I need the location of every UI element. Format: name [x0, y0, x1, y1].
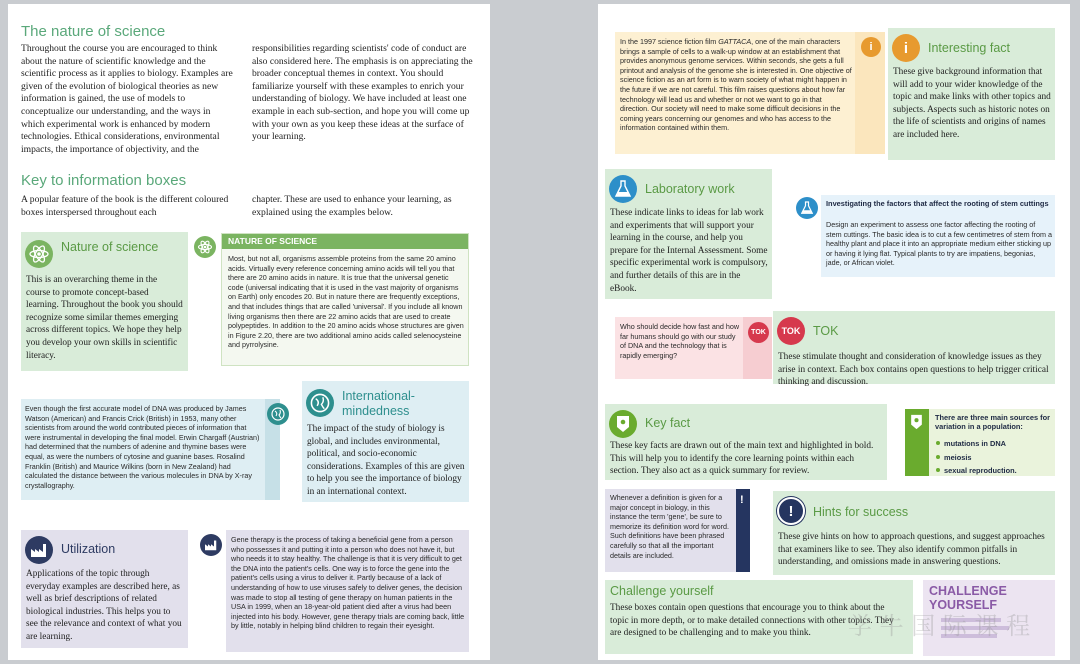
key-fact-icon: [609, 410, 637, 438]
tok-icon: TOK: [777, 317, 805, 345]
international-mindedness-text: The impact of the study of biology is global, and includes environmental, political, and socio-economic considerations. Examples of this are given to help you see the importance of biology in an international context.: [307, 424, 465, 497]
factory-icon: [25, 536, 53, 564]
international-sample-text: Even though the first accurate model of DNA was produced by James Watson (American) and Francis Crick (British) in 1953, many other scientists from around the world contributed pieces of information that were instrumental in developing the final model. Erwin Chargaff (Austrian) had determined that the numbers of adenine and thymine bases were equal, as were the numbers of cytosine and guanine bases. Rosalind Franklin (British) and Maurice Wilkins (born in New Zealand) had calculated the distance between the various molecules in DNA by X-ray crystallography.: [25, 404, 260, 490]
key-fact-sample-item: sexual reproduction.: [935, 464, 1053, 478]
utilization-box: [21, 530, 188, 648]
key-fact-sample-heading: There are three main sources for variation in a population:: [935, 413, 1051, 432]
hints-sample-bar: [736, 489, 750, 572]
factory-icon-small: [200, 534, 222, 556]
nature-of-science-box-title: Nature of science: [61, 240, 159, 254]
left-page: [8, 4, 490, 660]
utilization-sample-box: [226, 530, 469, 652]
flask-icon: [609, 175, 637, 203]
hints-for-success-box: [773, 491, 1055, 575]
flask-icon-small: [796, 197, 818, 219]
key-fact-icon-small: [910, 414, 923, 430]
interesting-fact-sample-box: [615, 32, 855, 154]
key-fact-box: [605, 404, 887, 480]
nature-of-science-heading: The nature of science: [21, 23, 166, 40]
watermark: 学 牛 国 际 课 程: [848, 612, 1031, 640]
laboratory-work-sample-box: [821, 195, 1055, 277]
nature-text-col2: responsibilities regarding scientists' code of conduct are also considered here. The emphasis is on appreciating the broader conceptual themes in context. You should familiarize yourself with these examples to enrich your understanding of biology. We have included at least one example in each sub-section, and hope you will come up with your own as you keep these ideas at the surface of your learning.: [252, 43, 473, 143]
atom-icon-small: [194, 236, 216, 258]
key-fact-title: Key fact: [645, 416, 691, 430]
utilization-text: Applications of the topic through everyday examples are described here, as well as brief descriptions of related biological industries. This helps you to see the relevance and context of what you are learning.: [26, 569, 182, 642]
hints-for-success-text: These give hints on how to approach questions, and suggest approaches that examiners like to see. They also identify common pitfalls in understanding, and omissions made in answering questions.: [778, 532, 1045, 568]
laboratory-work-box: [605, 169, 772, 299]
hints-for-success-title: Hints for success: [813, 505, 909, 519]
exclamation-icon: !: [777, 497, 805, 525]
nature-of-science-sample-text: Most, but not all, organisms assemble proteins from the same 20 amino acids. Virtually every reference concerning amino acids will tell you that there are 20 amino acids in nature. It is true that the universal genetic code (universal indicating that it is used in the vast majority of organisms on Earth) only encodes 20. But in nature there are frequently exceptions, and that includes things that are called 'universal'. If you include all known living organisms then there are 22 amino acids that are used to create polypeptides. In addition to the 20 amino acids whose structures are given in Figure 2.20, there are two additional amino acids called selenocysteine and pyrrolysine.: [228, 254, 464, 350]
international-mindedness-title: International-mindedness: [342, 389, 415, 418]
hints-sample-text: Whenever a definition is given for a major concept in biology, in this instance the term 'gene', be sure to memorize its definition word for word. Such definitions have been phrased carefully so that all the important details are included.: [610, 493, 730, 560]
international-sample-box: [21, 399, 265, 500]
nature-of-science-sample-heading: NATURE OF SCIENCE: [228, 236, 318, 246]
utilization-sample-text: Gene therapy is the process of taking a beneficial gene from a person who possesses it and putting it into a person who does not have it, but who needs it to stay healthy. The challenge is that it is very difficult to get the DNA into the patient's cells. One way is to force the gene into the patient's cells using a virus to deliver it. Partly because of a lack of understanding of how to use viruses safely to deliver genes, the decision was made to stop all testing of gene therapy on human patients in the USA in 1999, when an 18-year-old patient died after a virus had been injected into his body. However, gene therapy trials are coming back, little by little, notably in helping blind children to regain their eyesight.: [231, 535, 465, 631]
laboratory-work-text: These indicate links to ideas for lab work and experiments that will support your learning in the course, and help you prepare for the Internal Assessment. Some specific experimental work is compulsory, and further details of this are in the eBook.: [610, 208, 768, 294]
hints-sample-box: [605, 489, 736, 572]
exclamation-icon-small: !: [740, 494, 744, 506]
challenge-yourself-title: Challenge yourself: [610, 584, 714, 598]
nature-text-col1: Throughout the course you are encouraged to think about the nature of scientific knowledge and the scientific process as it applies to biology. Examples are given of the evolution of biological theories as new information is gained, the use of models to conceptualize our understanding, and the ways in which experimental work is enhanced by modern technologies. Ethical considerations, environmental impacts, the importance of objectivity, and the: [21, 43, 233, 155]
key-fact-sample-item: meiosis: [935, 451, 1053, 465]
globe-icon-small: [267, 403, 289, 425]
key-fact-sample-box: [929, 409, 1055, 476]
utilization-title: Utilization: [61, 542, 116, 556]
interesting-fact-text: These give background information that will add to your wider knowledge of the topic and make links with other topics and subjects. Aspects such as historic notes on the life of scientists and origins of names are included here.: [893, 67, 1051, 140]
atom-icon: [25, 240, 53, 268]
interesting-fact-box: [888, 28, 1055, 160]
info-icon-small: i: [861, 37, 881, 57]
nature-of-science-box-text: This is an overarching theme in the course to promote concept-based learning. Throughout the book you should recognize some similar themes emerging across different topics. We hope they help you develop your own skills in scientific literacy.: [26, 275, 183, 361]
key-text-col1: A popular feature of the book is the different coloured boxes interspersed throughout each: [21, 194, 229, 218]
nature-of-science-sample-box: [221, 233, 469, 366]
laboratory-work-sample-heading: Investigating the factors that affect the rooting of stem cuttings: [826, 199, 1049, 208]
tok-title: TOK: [813, 324, 839, 338]
globe-icon: [306, 389, 334, 417]
challenge-yourself-text: These boxes contain open questions that encourage you to think about the topic in more depth, or to make detailed connections with other topics. They are designed to be challenging and to make you think.: [610, 603, 894, 639]
interesting-fact-sample-text: In the 1997 science fiction film GATTACA, one of the main characters brings a sample of cells to a walk-up window at an establishment that provides anonymous genome services. Within seconds, she gets a full printout and analysis of the genome she is interested in. One objective of science fiction as an art form is to warn society of what might happen in the future if we are not careful. This film raises questions about how far technology will lead us and whether or not we want to go in that direction. Our society will need to make some difficult decisions in the coming years concerning our genomes and who has access to the information contained within them.: [620, 37, 852, 133]
key-fact-sample-list: [935, 437, 1053, 478]
tok-text: These stimulate thought and consideration of knowledge issues as they arise in context. Each box contains open questions to help trigger critical thinking and discussion.: [778, 352, 1049, 388]
laboratory-work-sample-text: Design an experiment to assess one factor affecting the rooting of stem cuttings. The basic idea is to cut a few centimetres of stem from a healthy plant and place it into an appropriate medium either sticking up or having it lying flat. Typical plants to try are impatiens, begonias, jade, or African violet.: [826, 220, 1052, 268]
key-to-boxes-heading: Key to information boxes: [21, 172, 187, 189]
right-page: [598, 4, 1070, 660]
key-text-col2: chapter. These are used to enhance your learning, as explained using the examples below.: [252, 194, 452, 218]
tok-sample-box: [615, 317, 743, 379]
nature-of-science-box: [21, 232, 188, 371]
challenge-yourself-sample-heading: CHALLENGE YOURSELF: [929, 584, 1007, 612]
tok-box: [773, 311, 1055, 388]
nature-of-science-sample-header: [222, 234, 468, 249]
international-mindedness-box: [302, 381, 469, 502]
key-fact-sample-item: mutations in DNA: [935, 437, 1053, 451]
interesting-fact-title: Interesting fact: [928, 41, 1010, 55]
info-icon: i: [892, 34, 920, 62]
key-fact-text: These key facts are drawn out of the main text and highlighted in bold. This will help you to identify the core learning points within each section. They also act as a quick summary for review.: [610, 441, 874, 477]
tok-icon-small: TOK: [748, 322, 769, 343]
laboratory-work-title: Laboratory work: [645, 182, 735, 196]
tok-sample-text: Who should decide how fast and how far humans should go with our study of DNA and the technology that is rapidly emerging?: [620, 322, 740, 360]
key-fact-sample-bar: [905, 409, 929, 476]
